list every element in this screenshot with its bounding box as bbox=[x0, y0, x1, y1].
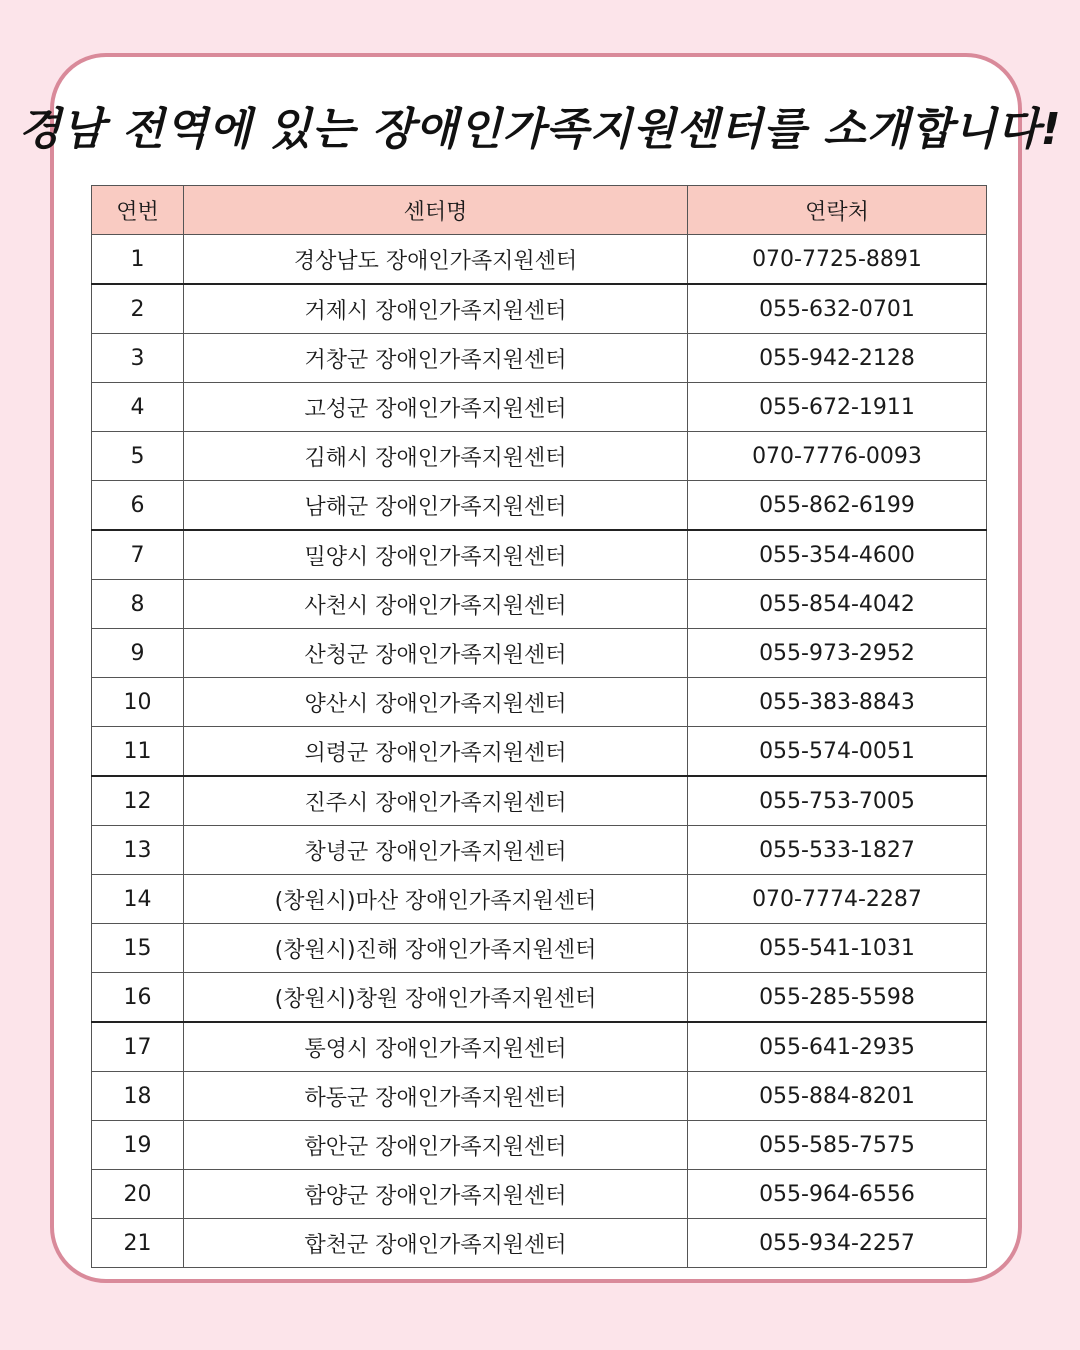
row-phone: 055-585-7575 bbox=[688, 1121, 987, 1170]
row-phone: 070-7725-8891 bbox=[688, 235, 987, 285]
table-row bbox=[92, 875, 987, 924]
header-center-name: 센터명 bbox=[184, 186, 688, 235]
row-phone: 055-285-5598 bbox=[688, 973, 987, 1023]
row-center-name: (창원시)창원 장애인가족지원센터 bbox=[184, 973, 688, 1023]
row-number: 4 bbox=[92, 383, 184, 432]
row-number: 9 bbox=[92, 629, 184, 678]
row-phone: 055-934-2257 bbox=[688, 1219, 987, 1268]
row-phone: 070-7776-0093 bbox=[688, 432, 987, 481]
row-center-name: 진주시 장애인가족지원센터 bbox=[184, 776, 688, 826]
table-row bbox=[92, 334, 987, 383]
row-number: 18 bbox=[92, 1072, 184, 1121]
row-number: 15 bbox=[92, 924, 184, 973]
row-phone: 055-574-0051 bbox=[688, 727, 987, 777]
table-row bbox=[92, 580, 987, 629]
row-number: 2 bbox=[92, 284, 184, 334]
row-center-name: 창녕군 장애인가족지원센터 bbox=[184, 826, 688, 875]
row-number: 12 bbox=[92, 776, 184, 826]
page-title: 경남 전역에 있는 장애인가족지원센터를 소개합니다! bbox=[18, 104, 1062, 155]
row-phone: 055-964-6556 bbox=[688, 1170, 987, 1219]
row-number: 19 bbox=[92, 1121, 184, 1170]
table-row bbox=[92, 432, 987, 481]
table-row bbox=[92, 284, 987, 334]
table-row bbox=[92, 727, 987, 777]
row-number: 5 bbox=[92, 432, 184, 481]
row-center-name: (창원시)마산 장애인가족지원센터 bbox=[184, 875, 688, 924]
row-center-name: 의령군 장애인가족지원센터 bbox=[184, 727, 688, 777]
row-phone: 055-854-4042 bbox=[688, 580, 987, 629]
table-header-row bbox=[92, 186, 987, 235]
header-number: 연번 bbox=[92, 186, 184, 235]
row-center-name: 남해군 장애인가족지원센터 bbox=[184, 481, 688, 531]
row-number: 1 bbox=[92, 235, 184, 285]
row-number: 3 bbox=[92, 334, 184, 383]
table-row bbox=[92, 1022, 987, 1072]
row-center-name: 하동군 장애인가족지원센터 bbox=[184, 1072, 688, 1121]
row-phone: 055-632-0701 bbox=[688, 284, 987, 334]
row-phone: 055-541-1031 bbox=[688, 924, 987, 973]
row-phone: 055-884-8201 bbox=[688, 1072, 987, 1121]
row-phone: 055-641-2935 bbox=[688, 1022, 987, 1072]
row-number: 11 bbox=[92, 727, 184, 777]
row-center-name: 산청군 장애인가족지원센터 bbox=[184, 629, 688, 678]
table-row bbox=[92, 776, 987, 826]
table-row bbox=[92, 1219, 987, 1268]
row-phone: 070-7774-2287 bbox=[688, 875, 987, 924]
table-row bbox=[92, 629, 987, 678]
row-number: 17 bbox=[92, 1022, 184, 1072]
row-number: 20 bbox=[92, 1170, 184, 1219]
row-center-name: (창원시)진해 장애인가족지원센터 bbox=[184, 924, 688, 973]
table-row bbox=[92, 530, 987, 580]
row-phone: 055-973-2952 bbox=[688, 629, 987, 678]
row-number: 6 bbox=[92, 481, 184, 531]
row-phone: 055-383-8843 bbox=[688, 678, 987, 727]
table-row bbox=[92, 235, 987, 285]
row-number: 10 bbox=[92, 678, 184, 727]
row-number: 16 bbox=[92, 973, 184, 1023]
center-table bbox=[91, 185, 987, 1268]
row-center-name: 사천시 장애인가족지원센터 bbox=[184, 580, 688, 629]
row-center-name: 양산시 장애인가족지원센터 bbox=[184, 678, 688, 727]
row-center-name: 김해시 장애인가족지원센터 bbox=[184, 432, 688, 481]
row-phone: 055-533-1827 bbox=[688, 826, 987, 875]
table-row bbox=[92, 1121, 987, 1170]
row-phone: 055-862-6199 bbox=[688, 481, 987, 531]
row-number: 8 bbox=[92, 580, 184, 629]
row-number: 21 bbox=[92, 1219, 184, 1268]
row-center-name: 합천군 장애인가족지원센터 bbox=[184, 1219, 688, 1268]
table-row bbox=[92, 973, 987, 1023]
row-center-name: 통영시 장애인가족지원센터 bbox=[184, 1022, 688, 1072]
table-row bbox=[92, 481, 987, 531]
row-number: 13 bbox=[92, 826, 184, 875]
row-phone: 055-354-4600 bbox=[688, 530, 987, 580]
row-center-name: 밀양시 장애인가족지원센터 bbox=[184, 530, 688, 580]
header-contact: 연락처 bbox=[688, 186, 987, 235]
row-center-name: 함양군 장애인가족지원센터 bbox=[184, 1170, 688, 1219]
table-row bbox=[92, 826, 987, 875]
table-row bbox=[92, 678, 987, 727]
row-center-name: 함안군 장애인가족지원센터 bbox=[184, 1121, 688, 1170]
row-phone: 055-942-2128 bbox=[688, 334, 987, 383]
row-number: 14 bbox=[92, 875, 184, 924]
table-row bbox=[92, 1072, 987, 1121]
row-phone: 055-672-1911 bbox=[688, 383, 987, 432]
row-center-name: 거제시 장애인가족지원센터 bbox=[184, 284, 688, 334]
table-row bbox=[92, 924, 987, 973]
table-row bbox=[92, 383, 987, 432]
row-center-name: 고성군 장애인가족지원센터 bbox=[184, 383, 688, 432]
row-center-name: 경상남도 장애인가족지원센터 bbox=[184, 235, 688, 285]
row-number: 7 bbox=[92, 530, 184, 580]
row-phone: 055-753-7005 bbox=[688, 776, 987, 826]
row-center-name: 거창군 장애인가족지원센터 bbox=[184, 334, 688, 383]
table-row bbox=[92, 1170, 987, 1219]
